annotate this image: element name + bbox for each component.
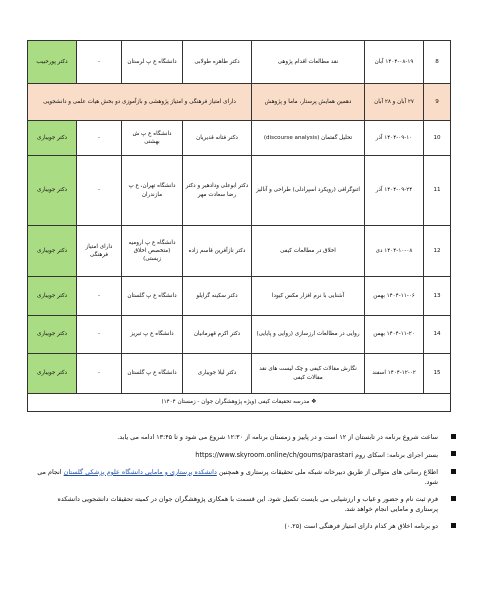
row-university: دانشگاه تهران، ع پ مازندران [122,156,183,226]
diamond-bullet-icon: ❖ [311,398,317,406]
row-host: دکتر پورحبیب [28,41,77,84]
row-wide-note: دارای امتیاز فرهنگی و امتیاز پژوهشی و بازآموزی دو بخش هیات علمی و دانشجویی [28,84,252,121]
table-row [28,121,451,156]
row-teacher: دکتر نازآفرین قاسم زاده [183,226,252,277]
row-extra: - [77,316,122,354]
row-university: دانشگاه ع پ گلستان [122,277,183,316]
table-row [28,41,451,84]
square-bullet-icon [451,523,456,528]
schedule-table-wrapper [27,40,441,412]
square-bullet-icon [451,451,456,456]
row-teacher: دکتر ابوعلی ودادهیر و دکتر رضا سعادت مهر [183,156,252,226]
faculty-link[interactable]: دانشکده پرستاری و مامایی دانشگاه علوم پزشکی گلستان [63,467,217,476]
schedule-table [27,40,451,412]
row-date: ۱۴۰۴-۰۸-۱۹ آبان [365,41,424,84]
row-host: دکتر جویباری [28,277,77,316]
row-extra: - [77,277,122,316]
square-bullet-icon [451,469,456,474]
row-topic: نقد مطالعات اقدام پژوهی [252,41,365,84]
row-number: 10 [424,121,451,156]
row-teacher: دکتر لیلا جویباری [183,354,252,394]
row-host: دکتر جویباری [28,121,77,156]
row-number: 8 [424,41,451,84]
row-extra: - [77,121,122,156]
table-row [28,354,451,394]
table-row [28,84,451,121]
footer-cell [28,394,451,412]
row-topic: اخلاق در مطالعات کیفی [252,226,365,277]
row-number: 9 [424,84,451,121]
note-item [36,450,456,461]
note-label: بستر اجرای برنامه: اسکای روم [355,450,438,459]
row-date: ۱۴۰۴-۱۱-۲۰ بهمن [365,316,424,354]
row-topic: تحلیل گفتمان (discourse analysis) [252,121,365,156]
table-row [28,226,451,277]
row-teacher: دکتر اکرم قهرمانیان [183,316,252,354]
row-university: دانشگاه ع پ گلستان [122,354,183,394]
row-topic: آشنایی با نرم افزار مکس کیودا [252,277,365,316]
row-topic: دهمین همایش پرستار، ماما و پژوهش [252,84,365,121]
note-text: انجام می شود. [37,467,438,486]
row-number: 14 [424,316,451,354]
table-row [28,277,451,316]
row-date: ۱۴۰۴-۰۹-۱۰ آذر [365,121,424,156]
row-date: ۱۴۰۴-۱۰-۰۸ دی [365,226,424,277]
note-text: فرم ثبت نام و حضور و غیاب و ارزشیابی می بایست تکمیل شود. این قسمت با همکاری پژوهشگران جوان در کمیته تحقیقات دانشجویی دانشکده پرستاری و مامایی انجام خواهد شد. [57,494,438,513]
note-item [36,433,456,443]
note-item [36,495,456,515]
square-bullet-icon [451,496,456,501]
table-row [28,316,451,354]
row-extra: - [77,41,122,84]
row-extra: - [77,354,122,394]
row-host: دکتر جویباری [28,354,77,394]
row-topic: اتنوگرافی (رویکرد اسپرادلی) طراحی و آنالیز [252,156,365,226]
row-teacher: دکتر سکینه گرایلو [183,277,252,316]
table-footer-row [28,394,451,412]
row-number: 15 [424,354,451,394]
row-university: دانشگاه ع پ تبریز [122,316,183,354]
note-text: ساعت شروع برنامه در تابستان از ۱۲ است و در پاییز و زمستان برنامه از ۱۲:۳۰ شروع می شود و تا ۱۳:۴۵ ادامه می یابد. [117,433,438,441]
skyroom-link[interactable]: https://www.skyroom.online/ch/goums/parastari [195,450,354,459]
row-number: 13 [424,277,451,316]
row-date: ۱۴۰۴-۰۹-۲۴ آذر [365,156,424,226]
row-extra: دارای امتیاز فرهنگی [77,226,122,277]
row-number: 12 [424,226,451,277]
footer-text: مدرسه تحقیقات کیفی (ویژه پژوهشگران جوان - زمستان ۱۴۰۴) [161,399,310,406]
row-university: دانشگاه ع پ ارومیه (متخصص اخلاق زیستی) [122,226,183,277]
row-university: دانشگاه ع پ ش بهشتی [122,121,183,156]
notes-list [36,433,456,538]
row-topic: نگارش مقالات کیفی و چک لیست های نقد مقالات کیفی [252,354,365,394]
note-item [36,468,456,488]
note-item [36,522,456,532]
row-host: دکتر جویباری [28,226,77,277]
row-teacher: دکتر فتانه قدیریان [183,121,252,156]
row-university: دانشگاه ع پ لرستان [122,41,183,84]
row-date: ۱۴۰۴-۱۱-۰۶ بهمن [365,277,424,316]
row-host: دکتر جویباری [28,156,77,226]
row-date: ۱۴۰۴-۱۲-۰۲ اسفند [365,354,424,394]
square-bullet-icon [451,434,456,439]
note-text: اطلاع رسانی های متوالی از طریق دبیرخانه شبکه ملی تحقیقات پرستاری و همچنین [218,467,438,476]
note-text: دو برنامه اخلاق هر کدام دارای امتیاز فرهنگی است (۰.۲۵) [284,521,438,530]
row-date: ۲۷ آبان و ۲۸ آبان [365,84,424,121]
row-number: 11 [424,156,451,226]
row-teacher: دکتر طاهره طولابی [183,41,252,84]
row-host: دکتر جویباری [28,316,77,354]
table-row [28,156,451,226]
row-extra: - [77,156,122,226]
row-topic: روایی در مطالعات ارزسازی (روایی و پایایی) [252,316,365,354]
